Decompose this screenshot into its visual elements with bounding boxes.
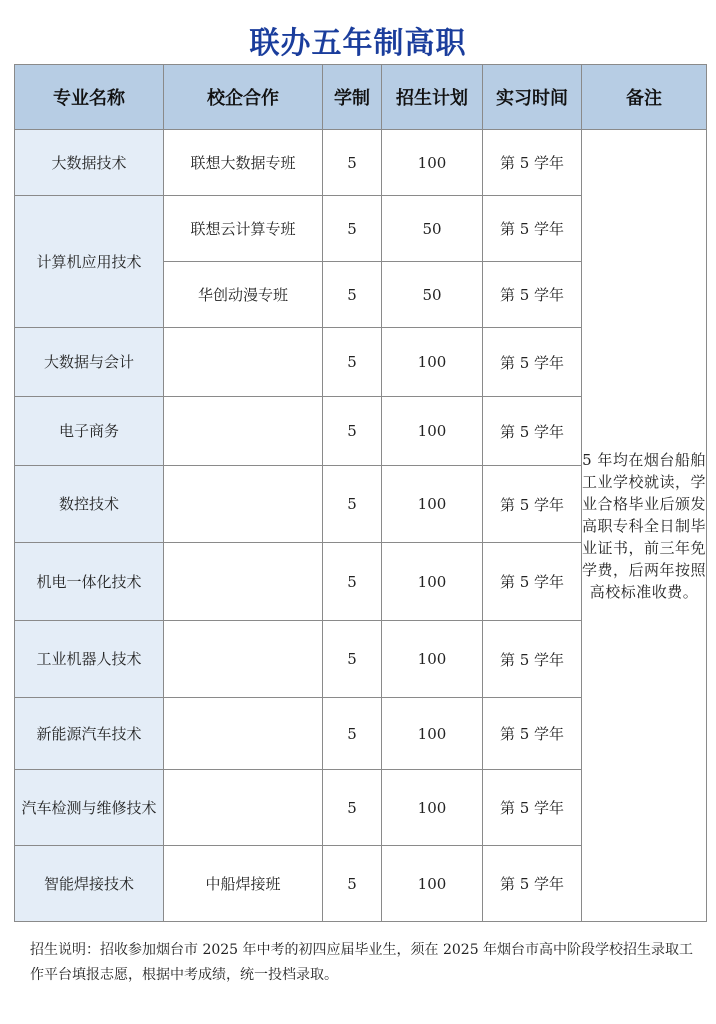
page-title: 联办五年制高职 xyxy=(249,26,467,61)
intern-cell: 第 5 学年 xyxy=(483,262,582,328)
coop-cell: 联想大数据专班 xyxy=(164,130,323,196)
major-cell: 机电一体化技术 xyxy=(15,543,164,621)
years-cell: 5 xyxy=(323,328,382,397)
major-cell: 汽车检测与维修技术 xyxy=(15,770,164,846)
major-cell: 大数据与会计 xyxy=(15,328,164,397)
coop-cell xyxy=(164,397,323,466)
header-years: 学制 xyxy=(323,65,382,130)
table-row xyxy=(15,130,707,196)
intern-cell: 第 5 学年 xyxy=(483,466,582,543)
intern-cell: 第 5 学年 xyxy=(483,621,582,698)
plan-cell: 50 xyxy=(382,262,483,328)
years-cell: 5 xyxy=(323,770,382,846)
plan-cell: 100 xyxy=(382,621,483,698)
plan-cell: 100 xyxy=(382,846,483,922)
major-cell: 大数据技术 xyxy=(15,130,164,196)
years-cell: 5 xyxy=(323,397,382,466)
note-cell: 5 年均在烟台船舶工业学校就读，学业合格毕业后颁发高职专科全日制毕业证书，前三年免学费，后两年按照高校标准收费。 xyxy=(582,130,707,922)
intern-cell: 第 5 学年 xyxy=(483,543,582,621)
plan-cell: 100 xyxy=(382,543,483,621)
coop-cell: 中船焊接班 xyxy=(164,846,323,922)
header-internship: 实习时间 xyxy=(483,65,582,130)
years-cell: 5 xyxy=(323,621,382,698)
major-cell: 新能源汽车技术 xyxy=(15,698,164,770)
plan-cell: 100 xyxy=(382,328,483,397)
coop-cell: 联想云计算专班 xyxy=(164,196,323,262)
plan-cell: 100 xyxy=(382,130,483,196)
years-cell: 5 xyxy=(323,466,382,543)
intern-cell: 第 5 学年 xyxy=(483,698,582,770)
major-cell: 电子商务 xyxy=(15,397,164,466)
years-cell: 5 xyxy=(323,846,382,922)
program-table xyxy=(14,64,707,922)
plan-cell: 50 xyxy=(382,196,483,262)
intern-cell: 第 5 学年 xyxy=(483,196,582,262)
header-cooperation: 校企合作 xyxy=(164,65,323,130)
header-plan: 招生计划 xyxy=(382,65,483,130)
years-cell: 5 xyxy=(323,698,382,770)
major-cell: 数控技术 xyxy=(15,466,164,543)
coop-cell: 华创动漫专班 xyxy=(164,262,323,328)
major-cell: 工业机器人技术 xyxy=(15,621,164,698)
coop-cell xyxy=(164,466,323,543)
intern-cell: 第 5 学年 xyxy=(483,846,582,922)
intern-cell: 第 5 学年 xyxy=(483,130,582,196)
header-major: 专业名称 xyxy=(15,65,164,130)
enrollment-note: 招生说明：招收参加烟台市 2025 年中考的初四应届毕业生，须在 2025 年烟台市高中阶段学校招生录取工作平台填报志愿，根据中考成绩，统一投档录取。 xyxy=(30,942,694,983)
coop-cell xyxy=(164,770,323,846)
major-cell: 智能焊接技术 xyxy=(15,846,164,922)
coop-cell xyxy=(164,698,323,770)
plan-cell: 100 xyxy=(382,770,483,846)
major-cell: 计算机应用技术 xyxy=(15,196,164,328)
plan-cell: 100 xyxy=(382,698,483,770)
header-note: 备注 xyxy=(582,65,707,130)
years-cell: 5 xyxy=(323,543,382,621)
years-cell: 5 xyxy=(323,262,382,328)
years-cell: 5 xyxy=(323,130,382,196)
intern-cell: 第 5 学年 xyxy=(483,397,582,466)
intern-cell: 第 5 学年 xyxy=(483,770,582,846)
coop-cell xyxy=(164,543,323,621)
plan-cell: 100 xyxy=(382,466,483,543)
plan-cell: 100 xyxy=(382,397,483,466)
coop-cell xyxy=(164,328,323,397)
years-cell: 5 xyxy=(323,196,382,262)
coop-cell xyxy=(164,621,323,698)
table-header-row xyxy=(15,65,707,130)
intern-cell: 第 5 学年 xyxy=(483,328,582,397)
